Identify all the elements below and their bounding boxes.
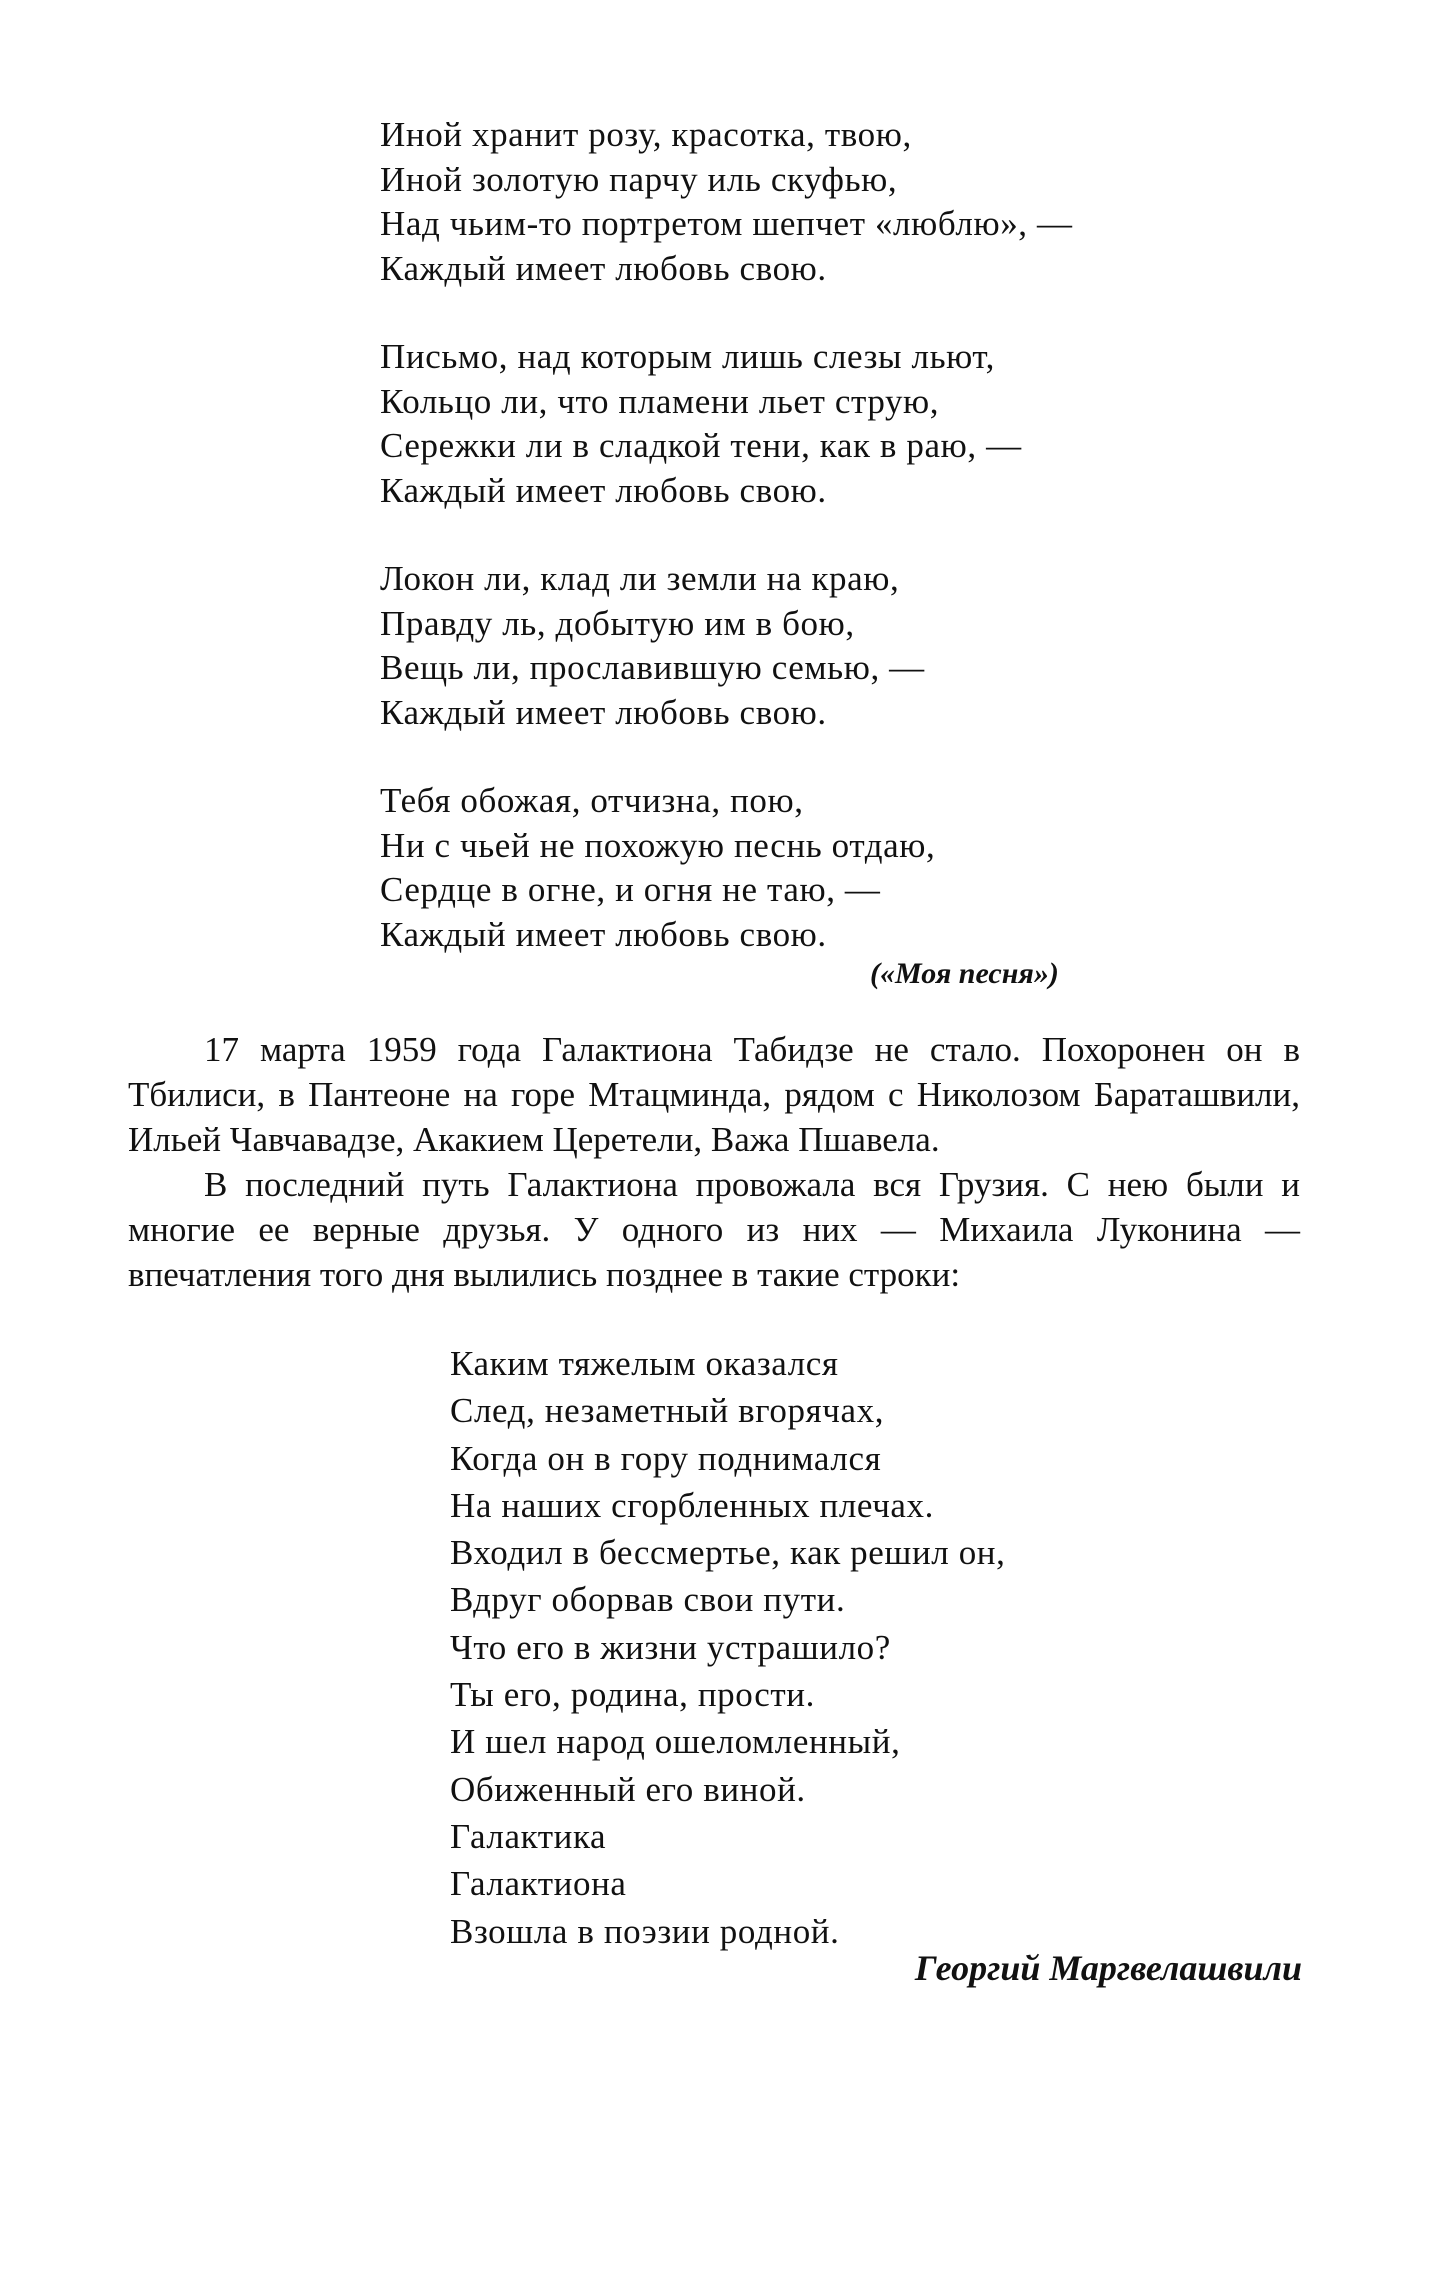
stanza-3 [380,557,1300,735]
stanza-1 [380,113,1300,291]
poem-line: Локон ли, клад ли земли на краю, [380,559,900,598]
stanza-2 [380,335,1300,513]
poem-line: Входил в бессмертье, как решил он, [450,1533,1006,1573]
poem-line: След, незаметный вгорячах, [450,1391,885,1431]
poem-line: Сережки ли в сладкой тени, как в раю, — [380,426,1022,465]
poem-line: Обиженный его виной. [450,1769,806,1809]
paragraph: В последний путь Галактиона провожала вся Грузия. С нею были и многие ее верные друзья. У одного из них — Михаила Луконина — впечатления того дня вылились позднее в такие строки: [128,1165,1300,1294]
author-signature: Георгий Маргвелашвили [914,1948,1302,1988]
poem-line: Что его в жизни устрашило? [450,1627,891,1667]
poem-line: Сердце в огне, и огня не таю, — [380,870,881,909]
poem-my-song [380,113,1300,1001]
poem-line: Правду ль, добытую им в бою, [380,603,855,643]
poem-caption: («Моя песня») [870,957,1059,990]
poem-line: Иной золотую парчу иль скуфью, [380,159,898,199]
poem-line: Вдруг оборвав свои пути. [450,1580,846,1620]
poem-line: Когда он в гору поднимался [450,1438,882,1478]
poem-line: И шел народ ошеломленный, [450,1722,901,1762]
poem-line: Галактиона [450,1864,627,1904]
poem-line: Каждый имеет любовь свою. [380,914,827,954]
poem-line: Каким тяжелым оказался [450,1344,839,1383]
poem-line: Ты его, родина, прости. [450,1675,815,1715]
poem-line: Каждый имеет любовь свою. [380,692,827,732]
stanza-4 [380,779,1300,957]
paragraph: 17 марта 1959 года Галактиона Табидзе не стало. Похоронен он в Тбилиси, в Пантеоне на горе Мтацминда, рядом с Николозом Бараташвили, Ильей Чавчавадзе, Акакием Церетели, Важа Пшавела. [128,1030,1300,1159]
poem-line: Над чьим-то портретом шепчет «люблю», — [380,204,1073,243]
poem-line: Каждый имеет любовь свою. [380,470,827,510]
poem-line: Кольцо ли, что пламени льет струю, [380,381,940,421]
poem-line: Взошла в поэзии родной. [450,1911,840,1951]
poem-line: Вещь ли, прославившую семью, — [380,648,925,687]
poem-line: Иной хранит розу, красотка, твою, [380,115,912,154]
poem-line: Каждый имеет любовь свою. [380,248,827,288]
poem-line: Письмо, над которым лишь слезы льют, [380,337,996,376]
poem-line: Тебя обожая, отчизна, пою, [380,781,804,820]
prose-text [128,1027,1300,1297]
poem-line: Галактика [450,1816,607,1856]
poem-line: Ни с чьей не похожую песнь отдаю, [380,825,936,865]
poem-lukonin [450,1340,1005,1955]
poem-line: На наших сгорбленных плечах. [450,1485,934,1525]
